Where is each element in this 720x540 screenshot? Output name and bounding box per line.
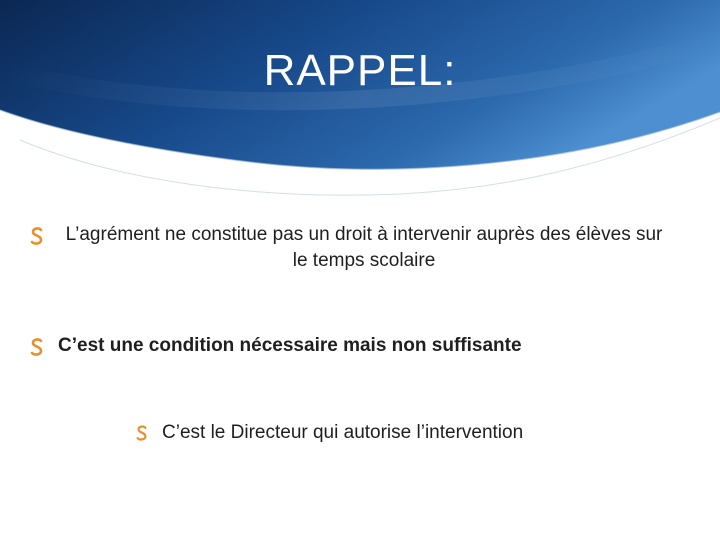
bullet-item [30,333,670,359]
s-swirl-bullet-icon [30,338,44,356]
slide-title: RAPPEL: [263,46,457,95]
s-swirl-bullet-icon [30,227,44,245]
bullet-text: C’est le Directeur qui autorise l’intervention [162,422,524,443]
bullet-text: L’agrément ne constitue pas un droit à intervenir auprès des élèves sur le temps scolaire [65,224,663,271]
bullet-item [30,222,670,274]
sub-bullet-item [136,420,636,446]
bullet-text: C’est une condition nécessaire mais non suffisante [58,335,522,356]
s-swirl-bullet-icon [136,425,148,443]
